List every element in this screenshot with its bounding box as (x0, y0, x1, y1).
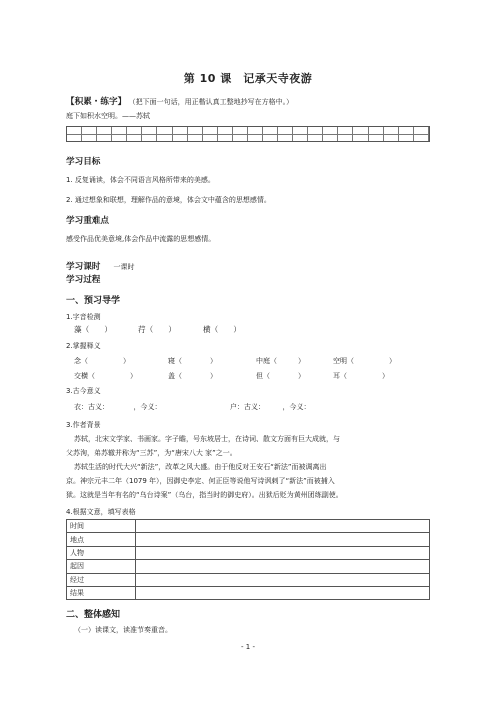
row-label-process: 经过 (67, 573, 136, 586)
ancient-modern-label: 3.古今意义 (66, 387, 101, 395)
phonetics-item-3: 横（ ） (203, 325, 241, 334)
writing-grid[interactable] (66, 126, 430, 142)
row-label-place: 地点 (67, 533, 136, 546)
answer-cell-process[interactable] (136, 573, 430, 586)
author-label: 3.作者背景 (66, 421, 101, 429)
section1-heading: 一、预习导学 (66, 296, 121, 306)
row-label-people: 人物 (67, 546, 136, 559)
meaning-row2-item-1: 交横（ ） (74, 372, 137, 380)
phonetics-label: 1.字音检测 (66, 313, 101, 321)
practice-line (66, 97, 293, 107)
table-row (67, 546, 430, 559)
practice-quote: 庭下如积水空明。——苏轼 (66, 112, 150, 120)
meaning-row1-item-2: 寝（ ） (168, 357, 217, 365)
answer-cell-result[interactable] (136, 586, 430, 599)
author-p2-line-1: 苏轼生活的时代大兴“新法”，改革之风大盛。由于他反对王安石“新法”而被调离出 (74, 463, 327, 471)
practice-instruction: （把下面一句话，用正楷认真工整地抄写在方格中。） (128, 98, 294, 106)
key-points-text: 感受作品优美意境,体会作品中流露的思想感情。 (66, 235, 216, 243)
practice-label: 【积累・练字】 (66, 97, 127, 107)
answer-cell-people[interactable] (136, 546, 430, 559)
ancient-modern-item-2: 户：古义： ，今义： (230, 403, 311, 411)
goal-item-1: 1. 反复诵读，体会不同语言风格所带来的美感。 (66, 176, 215, 184)
table-row (67, 520, 430, 533)
hours-heading: 学习课时 (66, 262, 101, 272)
meaning-row1-item-1: 念（ ） (74, 357, 130, 365)
goals-heading: 学习目标 (66, 157, 101, 167)
meaning-label: 2.掌握释义 (66, 342, 101, 350)
hours-line (66, 254, 134, 273)
fill-in-table (66, 519, 430, 600)
table-row (67, 573, 430, 586)
meaning-row2-item-2: 盖（ ） (168, 372, 217, 380)
hours-value: 一课时 (113, 263, 135, 271)
author-p1-line-1: 苏轼，北宋文学家、书画家。字子瞻，号东坡居士，在诗词、散文方面有巨大成就，与 (74, 435, 340, 443)
meaning-row2-item-4: 耳（ ） (333, 372, 389, 380)
goal-item-2: 2. 通过想象和联想，理解作品的意境，体会文中蕴含的思想感情。 (66, 196, 271, 204)
section2-item-1: （一）读课文，读准节奏重音。 (74, 626, 172, 634)
author-p2-line-2: 京。神宗元丰二年（1079 年），因御史李定、何正臣等说他写诗讽刺了“新法”而被捕入 (66, 477, 335, 485)
answer-cell-cause[interactable] (136, 560, 430, 573)
row-label-cause: 起因 (67, 560, 136, 573)
table-row (67, 560, 430, 573)
row-label-result: 结果 (67, 586, 136, 599)
ancient-modern-item-1: 衣：古义： ，今义： (74, 403, 162, 411)
meaning-row1-item-4: 空明（ ） (333, 357, 396, 365)
section2-heading: 二、整体感知 (66, 610, 121, 620)
meaning-row1-item-3: 中庭（ ） (256, 357, 305, 365)
process-heading: 学习过程 (66, 275, 101, 285)
answer-cell-time[interactable] (136, 520, 430, 533)
table-row (67, 533, 430, 546)
row-label-time: 时间 (67, 520, 136, 533)
page-title: 第 10 课 记承天寺夜游 (183, 72, 313, 85)
phonetics-item-2: 荇（ ） (138, 325, 176, 334)
answer-cell-place[interactable] (136, 533, 430, 546)
author-p1-line-2: 父苏洵，弟苏辙并称为“三苏”，为“唐宋八大 家”之一。 (66, 449, 237, 457)
meaning-row2-item-3: 但（ ） (256, 372, 305, 380)
key-points-heading: 学习重难点 (66, 216, 109, 226)
table-row (67, 586, 430, 599)
page-number: - 1 - (241, 643, 255, 651)
table-label: 4.根据文意，填写表格 (66, 508, 136, 516)
author-p2-line-3: 狱。这就是当年有名的“乌台诗案”（乌台，指当时的御史府）。出狱后贬为黄州团练副使。 (66, 491, 343, 499)
phonetics-item-1: 藻（ ） (74, 325, 112, 334)
